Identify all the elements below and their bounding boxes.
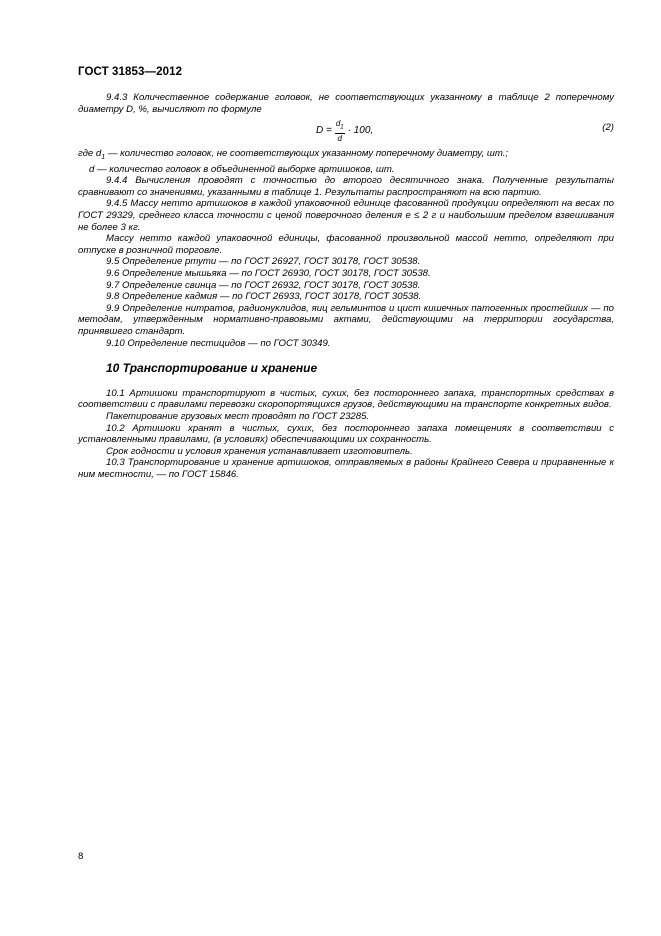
paragraph-10-1-b: Пакетирование грузовых мест проводят по ГОСТ 23285. [106, 410, 370, 422]
numerator-main: d [335, 119, 341, 129]
paragraph-9-4-3: 9.4.3 Количественное содержание головок, не соответствующих указанному в таблице 2 поперечному диаметру D, %, вычисляют по формуле [78, 92, 614, 115]
document-header: ГОСТ 31853—2012 [78, 66, 183, 78]
paragraph-9-4-5-b: Массу нетто каждой упаковочной единицы, фасованной произвольной массой нетто, определяют при отпуске в розничной торговле. [78, 233, 614, 256]
document-body [78, 92, 614, 481]
where-1-subscript: 1 [101, 154, 106, 162]
paragraph-10-2: 10.2 Артишоки хранят в чистых, сухих, без постороннего запаха помещениях в соответствии с установленными правилами, (в условиях) обеспечивающими их сохранность. [78, 422, 614, 446]
paragraph-9-7: 9.7 Определение свинца — по ГОСТ 26932, ГОСТ 30178, ГОСТ 30538. [106, 279, 421, 291]
formula-fraction [335, 119, 345, 143]
section-10-title: 10 Транспортирование и хранение [106, 361, 318, 376]
formula-lhs: D = [316, 125, 332, 137]
paragraph-10-2-b: Срок годности и условия хранения устанавливает изготовитель. [106, 445, 413, 457]
paragraph-9-4-5: 9.4.5 Массу нетто артишоков в каждой упаковочной единице фасованной продукции определяют на весах по ГОСТ 29329, среднего класса точности с ценой поверочного деления e ≤ 2 г и наибольшим пределом взвешивания не более 3 кг. [78, 198, 614, 233]
paragraph-10-1: 10.1 Артишоки транспортируют в чистых, сухих, без постороннего запаха, транспортных средствах в соответствии с правилами перевозки скоропортящихся грузов, действующими на транспорте конкретных видов. [78, 387, 614, 411]
paragraph-9-8: 9.8 Определение кадмия — по ГОСТ 26933, ГОСТ 30178, ГОСТ 30538. [106, 291, 422, 303]
equation-number: (2) [602, 122, 614, 134]
formula-2 [78, 117, 614, 145]
where-line-2: d — количество головок в объединенной выборке артишоков, шт. [89, 163, 395, 175]
formula-expression [316, 119, 373, 143]
page-number: 8 [78, 851, 84, 862]
where-line-1 [78, 148, 614, 164]
paragraph-9-5: 9.5 Определение ртути — по ГОСТ 26927, ГОСТ 30178, ГОСТ 30538. [106, 256, 421, 268]
paragraph-9-9: 9.9 Определение нитратов, радионуклидов, яиц гельминтов и цист кишечных патогенных простейших — по методам, утвержденным нормативно-правовыми актами, действующими на территории государства, принявшего стандарт. [78, 302, 614, 337]
formula-numerator [335, 119, 345, 134]
paragraph-9-10: 9.10 Определение пестицидов — по ГОСТ 30349. [106, 337, 331, 349]
where-1-text: — количество головок, не соответствующих указанному поперечному диаметру, шт.; [105, 148, 509, 160]
paragraph-9-6: 9.6 Определение мышьяка — по ГОСТ 26930, ГОСТ 30178, ГОСТ 30538. [106, 268, 431, 280]
formula-rhs: · 100, [347, 125, 374, 137]
where-1-prefix: где d [78, 148, 102, 160]
paragraph-10-3: 10.3 Транспортирование и хранение артишоков, отправляемых в районы Крайнего Севера и приравненные к ним местности, — по ГОСТ 15846. [78, 457, 614, 480]
paragraph-9-4-4: 9.4.4 Вычисления проводят с точностью до второго десятичного знака. Полученные результаты сравнивают со значениями, указанными в таблице 1. Результаты распространяют на всю партию. [78, 175, 614, 198]
numerator-sub: 1 [340, 124, 344, 131]
formula-denominator: d [337, 133, 342, 143]
